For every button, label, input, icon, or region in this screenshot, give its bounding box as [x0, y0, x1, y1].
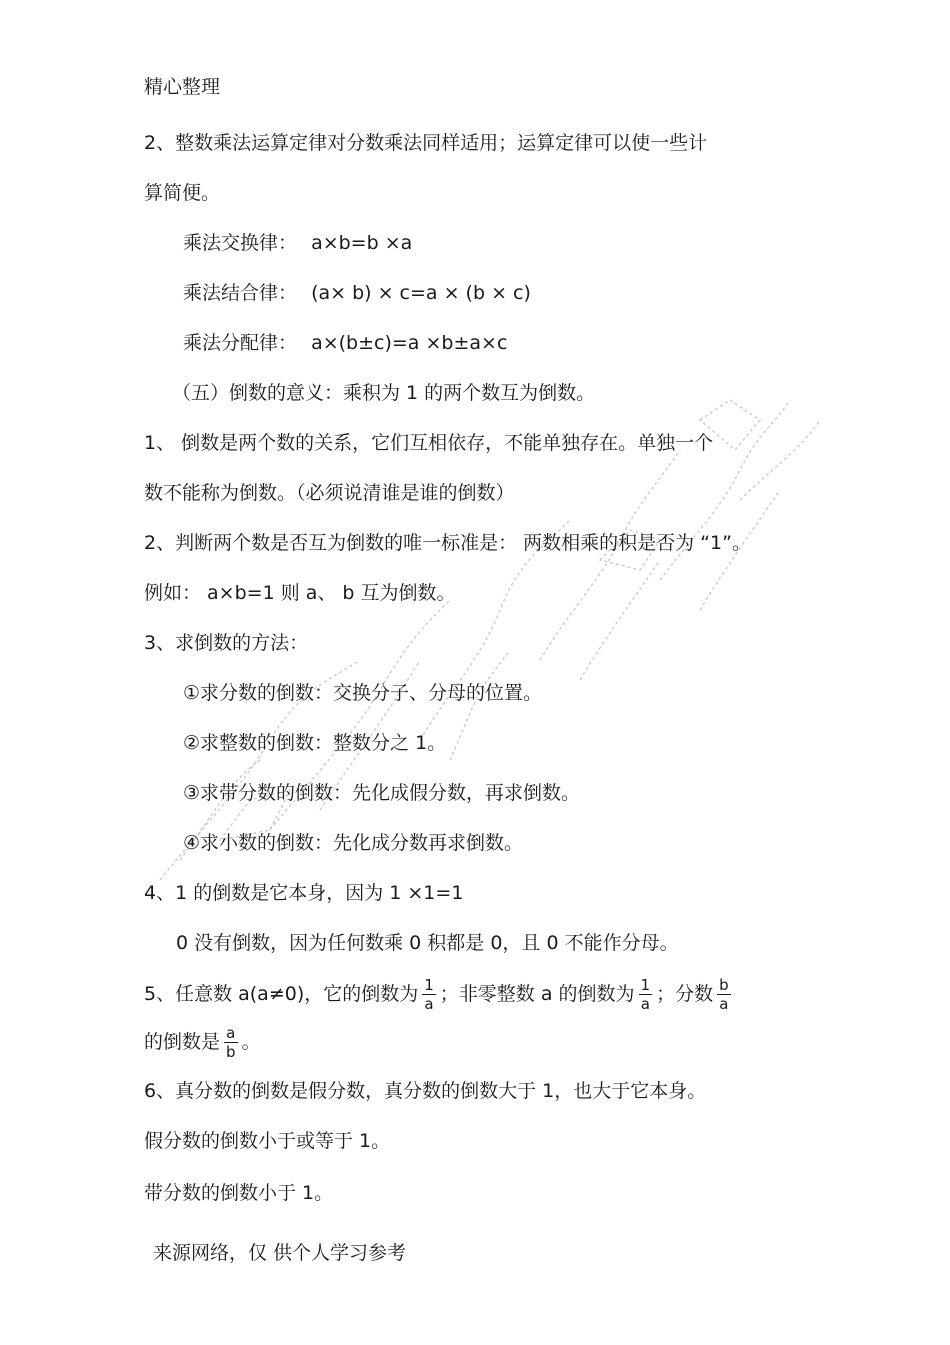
point-3: 3、求倒数的方法：	[144, 632, 309, 654]
method-4: ④求小数的倒数：先化成分数再求倒数。	[183, 832, 524, 854]
fraction-a-over-b	[224, 1024, 238, 1061]
fraction-1-over-a-2	[639, 976, 653, 1013]
point-1-line-2: 数不能称为倒数。（必须说清谁是谁的倒数）	[144, 482, 515, 504]
point-4-zero: 0 没有倒数，因为任何数乘 0 积都是 0，且 0 不能作分母。	[176, 932, 679, 954]
fraction-denominator: a	[719, 995, 729, 1013]
point-1-line-1: 1、 倒数是两个数的关系，它们互相依存，不能单独存在。单独一个	[144, 432, 714, 454]
point-2-example: 例如： a×b=1 则 a、 b 互为倒数。	[144, 582, 456, 604]
point-6-line-3: 带分数的倒数小于 1。	[144, 1182, 334, 1204]
distributive-law-formula: a×(b±c)=a ×b±a×c	[311, 332, 508, 354]
distributive-law-label: 乘法分配律：	[183, 332, 298, 354]
fraction-denominator: a	[424, 995, 434, 1013]
point-2: 2、判断两个数是否互为倒数的唯一标准是： 两数相乘的积是否为 “1”。	[144, 532, 751, 554]
section-5-heading: （五）倒数的意义：乘积为 1 的两个数互为倒数。	[172, 382, 596, 404]
associative-law-label: 乘法结合律：	[183, 282, 298, 304]
commutative-law-label: 乘法交换律：	[183, 232, 298, 254]
point-6-line-1: 6、真分数的倒数是假分数，真分数的倒数大于 1，也大于它本身。	[144, 1080, 707, 1102]
point-5-text-a: 5、任意数 a(a≠0)，它的倒数为	[144, 983, 419, 1005]
point-5-line-2	[144, 1024, 261, 1061]
point-5-text-c: ；分数	[656, 983, 714, 1005]
fraction-denominator: a	[640, 995, 650, 1013]
fraction-numerator: 1	[640, 976, 651, 994]
point-5-text-b: ；非零整数 a 的倒数为	[439, 983, 635, 1005]
associative-law-formula: (a× b) × c=a × (b × c)	[311, 282, 531, 304]
fraction-numerator: b	[719, 976, 729, 994]
method-1: ①求分数的倒数：交换分子、分母的位置。	[183, 682, 543, 704]
point-5-text-e: 。	[241, 1031, 261, 1053]
point-5-text-d: 的倒数是	[144, 1031, 221, 1053]
fraction-numerator: 1	[424, 976, 434, 994]
associative-law	[183, 280, 531, 306]
paragraph-2-line-1: 2、整数乘法运算定律对分数乘法同样适用；运算定律可以使一些计	[144, 132, 708, 154]
point-4: 4、1 的倒数是它本身，因为 1 ×1=1	[144, 882, 464, 904]
fraction-numerator: a	[224, 1024, 238, 1043]
fraction-1-over-a	[422, 976, 436, 1013]
method-3: ③求带分数的倒数：先化成假分数，再求倒数。	[183, 782, 581, 804]
fraction-b-over-a	[717, 976, 731, 1013]
commutative-law	[183, 230, 412, 256]
page-footer: 来源网络，仅 供个人学习参考	[153, 1242, 407, 1264]
point-6-line-2: 假分数的倒数小于或等于 1。	[144, 1130, 391, 1152]
point-5-line-1	[144, 976, 735, 1013]
commutative-law-formula: a×b=b ×a	[311, 232, 413, 254]
method-2: ②求整数的倒数：整数分之 1。	[183, 732, 447, 754]
distributive-law	[183, 330, 507, 356]
paragraph-2-line-2: 算简便。	[144, 182, 221, 204]
fraction-denominator: b	[226, 1043, 236, 1061]
page-header-title: 精心整理	[144, 76, 221, 98]
